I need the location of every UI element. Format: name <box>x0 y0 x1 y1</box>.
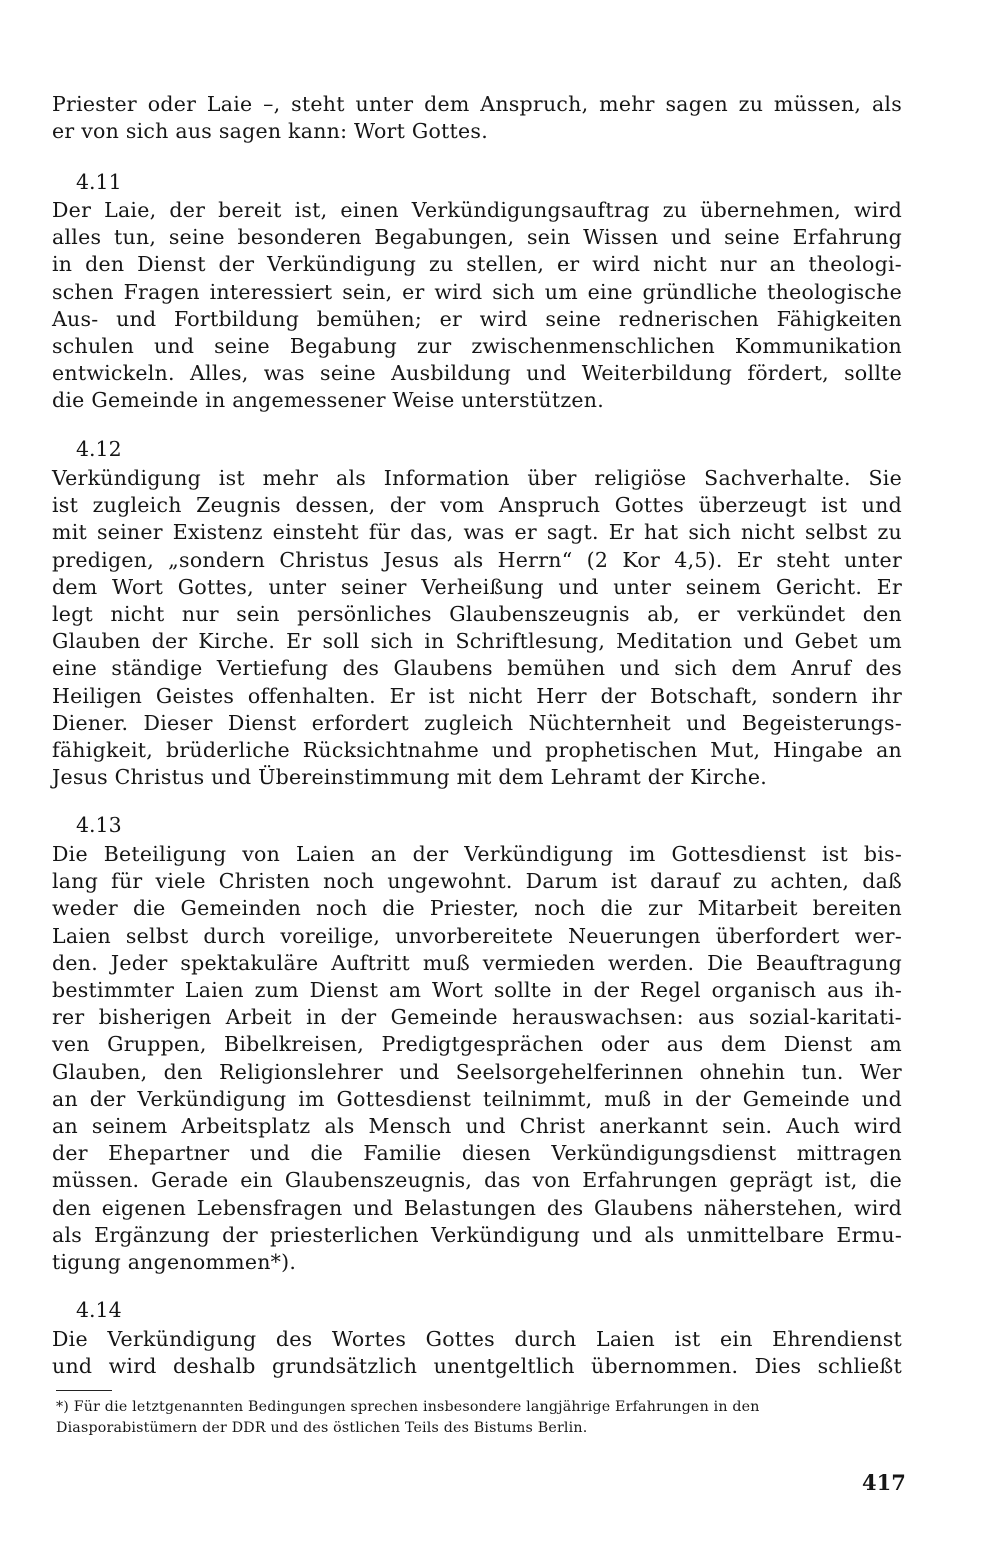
text-line: Laien selbst durch voreilige, unvorbereitete Neuerungen überfordert wer- <box>52 923 902 948</box>
text-line: fähigkeit, brüderliche Rücksichtnahme und prophetischen Mut, Hingabe an <box>52 738 902 763</box>
text-line: an der Verkündigung im Gottesdienst teilnimmt, muß in der Gemeinde und <box>52 1086 902 1111</box>
text-line: schen Fragen interessiert sein, er wird sich um eine gründliche theologische <box>52 279 902 304</box>
section-number-4-13: 4.13 <box>76 813 122 837</box>
section-number-4-14: 4.14 <box>76 1298 122 1322</box>
text-line: Diener. Dieser Dienst erfordert zugleich Nüchternheit und Begeisterungs- <box>52 710 902 735</box>
text-line: rer bisherigen Arbeit in der Gemeinde herauswachsen: aus sozial-karitati- <box>52 1005 902 1030</box>
text-line: und wird deshalb grundsätzlich unentgeltlich übernommen. Dies schließt <box>52 1354 902 1379</box>
text-line: tigung angenommen*). <box>52 1250 297 1275</box>
section-number-4-11: 4.11 <box>76 170 122 194</box>
section-4-11-paragraph <box>52 197 902 415</box>
text-line: der Ehepartner und die Familie diesen Verkündigungsdienst mittragen <box>52 1141 902 1166</box>
text-line: alles tun, seine besonderen Begabungen, sein Wissen und seine Erfahrung <box>52 225 902 250</box>
intro-paragraph <box>52 91 902 145</box>
text-line: an seinem Arbeitsplatz als Mensch und Christ anerkannt sein. Auch wird <box>52 1114 902 1139</box>
text-line: Die Beteiligung von Laien an der Verkündigung im Gottesdienst ist bis- <box>52 842 902 866</box>
section-4-12-paragraph <box>52 465 902 791</box>
text-line: ven Gruppen, Bibelkreisen, Predigtgesprächen oder aus dem Dienst am <box>52 1032 902 1057</box>
text-line: müssen. Gerade ein Glaubenszeugnis, das von Erfahrungen geprägt ist, die <box>52 1168 902 1193</box>
text-line: Glauben der Kirche. Er soll sich in Schriftlesung, Meditation und Gebet um <box>52 629 902 654</box>
text-line: mit seiner Existenz einsteht für das, was er sagt. Er hat sich nicht selbst zu <box>52 520 902 545</box>
text-line: Priester oder Laie –, steht unter dem Anspruch, mehr sagen zu müssen, als <box>52 92 902 116</box>
text-line: legt nicht nur sein persönliches Glaubenszeugnis ab, er verkündet den <box>52 602 902 627</box>
footnote <box>56 1397 902 1439</box>
page-number: 417 <box>862 1470 906 1495</box>
text-line: Heiligen Geistes offenhalten. Er ist nicht Herr der Botschaft, sondern ihr <box>52 683 902 708</box>
section-number-4-12: 4.12 <box>76 437 122 461</box>
footnote-line: Diasporabistümern der DDR und des östlichen Teils des Bistums Berlin. <box>56 1420 588 1436</box>
footnote-line: *) Für die letztgenannten Bedingungen sprechen insbesondere langjährige Erfahrungen in den <box>56 1399 760 1415</box>
text-line: schulen und seine Begabung zur zwischenmenschlichen Kommunikation <box>52 334 902 359</box>
text-line: ist zugleich Zeugnis dessen, der vom Anspruch Gottes überzeugt ist und <box>52 493 902 518</box>
text-line: eine ständige Vertiefung des Glaubens bemühen und sich dem Anruf des <box>52 656 902 681</box>
section-4-13-paragraph <box>52 841 902 1276</box>
text-line: Glauben, den Religionslehrer und Seelsorgehelferinnen ohnehin tun. Wer <box>52 1059 902 1084</box>
text-line: er von sich aus sagen kann: Wort Gottes. <box>52 119 488 144</box>
text-line: Der Laie, der bereit ist, einen Verkündigungsauftrag zu übernehmen, wird <box>52 198 902 222</box>
text-line: entwickeln. Alles, was seine Ausbildung und Weiterbildung fördert, sollte <box>52 361 902 386</box>
text-line: bestimmter Laien zum Dienst am Wort sollte in der Regel organisch aus ih- <box>52 978 902 1003</box>
text-line: die Gemeinde in angemessener Weise unterstützen. <box>52 388 604 413</box>
text-line: Die Verkündigung des Wortes Gottes durch Laien ist ein Ehrendienst <box>52 1327 902 1351</box>
text-line: Aus- und Fortbildung bemühen; er wird seine rednerischen Fähigkeiten <box>52 306 902 331</box>
text-line: Jesus Christus und Übereinstimmung mit dem Lehramt der Kirche. <box>52 765 768 790</box>
footnote-divider <box>56 1390 112 1391</box>
text-line: dem Wort Gottes, unter seiner Verheißung und unter seinem Gericht. Er <box>52 574 902 599</box>
text-line: in den Dienst der Verkündigung zu stellen, er wird nicht nur an theologi- <box>52 252 902 277</box>
section-4-14-paragraph <box>52 1326 902 1380</box>
text-line: lang für viele Christen noch ungewohnt. Darum ist darauf zu achten, daß <box>52 869 902 894</box>
text-line: den eigenen Lebensfragen und Belastungen des Glaubens näherstehen, wird <box>52 1195 902 1220</box>
text-line: Verkündigung ist mehr als Information über religiöse Sachverhalte. Sie <box>52 466 902 490</box>
text-line: predigen, „sondern Christus Jesus als Herrn“ (2 Kor 4,5). Er steht unter <box>52 547 902 572</box>
text-line: den. Jeder spektakuläre Auftritt muß vermieden werden. Die Beauftragung <box>52 950 902 975</box>
text-line: weder die Gemeinden noch die Priester, noch die zur Mitarbeit bereiten <box>52 896 902 921</box>
text-line: als Ergänzung der priesterlichen Verkündigung und als unmittelbare Ermu- <box>52 1222 902 1247</box>
